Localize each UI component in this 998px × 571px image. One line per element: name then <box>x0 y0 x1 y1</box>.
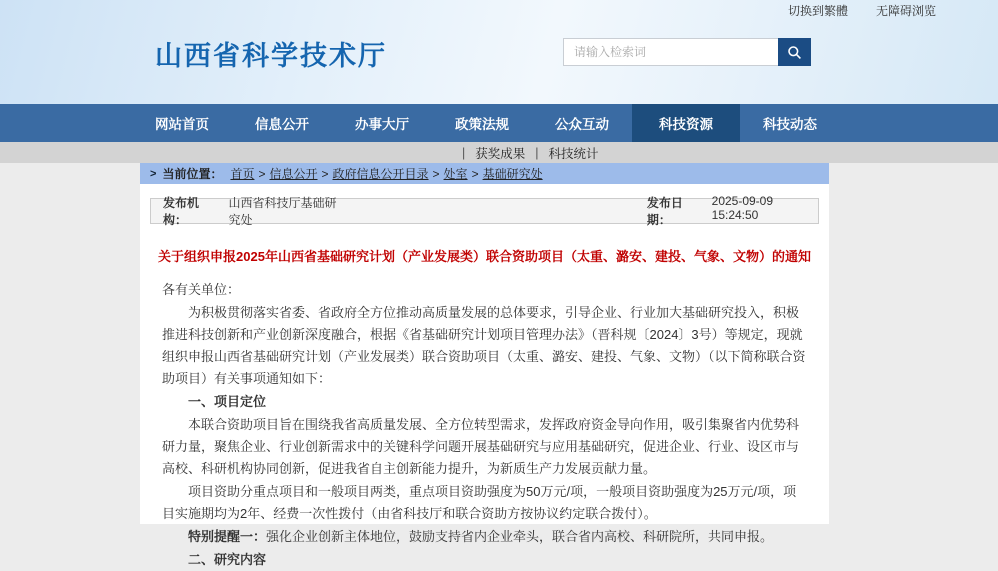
article-section-heading-2: 二、研究内容 <box>188 552 267 567</box>
article-special-note <box>162 526 807 548</box>
article-meta-bar <box>150 194 819 227</box>
nav-item-home[interactable]: 网站首页 <box>155 117 209 132</box>
content-panel <box>140 163 829 567</box>
breadcrumb-link-basic-research-division[interactable]: 基础研究处 <box>482 167 543 181</box>
nav-item-info-disclosure[interactable]: 信息公开 <box>255 117 309 132</box>
main-area <box>0 163 998 567</box>
search-button[interactable] <box>778 38 811 66</box>
utility-links <box>788 2 936 19</box>
nav-item-public-interaction[interactable]: 公众互动 <box>555 117 609 132</box>
breadcrumb-prefix: 当前位置： <box>162 167 223 181</box>
nav-item-tech-resources[interactable]: 科技资源 <box>632 104 740 142</box>
accessibility-link[interactable]: 无障碍浏览 <box>875 4 936 18</box>
nav-item-service-hall[interactable]: 办事大厅 <box>355 117 409 132</box>
site-search <box>563 38 811 66</box>
breadcrumb <box>140 163 829 184</box>
header-banner <box>0 0 998 104</box>
switch-traditional-link[interactable]: 切换到繁體 <box>787 4 848 18</box>
publish-date-value: 2025-09-09 15:24:50 <box>711 194 774 222</box>
subnav-item-awards[interactable]: 获奖成果 <box>475 146 526 161</box>
breadcrumb-link-info-disclosure[interactable]: 信息公开 <box>269 167 318 181</box>
nav-item-policies[interactable]: 政策法规 <box>455 117 509 132</box>
breadcrumb-arrow-icon: > <box>150 167 157 180</box>
article-paragraph: 本联合资助项目旨在围绕我省高质量发展、全方位转型需求，发挥政府资金导向作用，吸引集聚省内优势科研力量，聚焦企业、行业创新需求中的关键科学问题开展基础研究与应用基础研究，促进企业、行业、设区市与高校、科研机构协同创新，促进我省自主创新能力提升，为新质生产力发展贡献力量。 <box>162 417 800 476</box>
main-nav <box>0 104 998 142</box>
article-paragraph: 为积极贯彻落实省委、省政府全方位推动高质量发展的总体要求，引导企业、行业加大基础研究投入，积极推进科技创新和产业创新深度融合，根据《省基础研究计划项目管理办法》（晋科规〔2024〕3号）等规定，现就组织申报山西省基础研究计划（产业发展类）联合资助项目（太重、潞安、建投、气象、文物）（以下简称联合资助项目）有关事项通知如下： <box>162 305 806 386</box>
article-title: 关于组织申报2025年山西省基础研究计划（产业发展类）联合资助项目（太重、潞安、建投、气象、文物）的通知 <box>158 249 811 264</box>
subnav-separator: | <box>462 145 466 160</box>
breadcrumb-separator: > <box>432 166 440 181</box>
subnav-separator: | <box>535 145 539 160</box>
subnav-item-statistics[interactable]: 科技统计 <box>548 146 599 161</box>
special-note-lead: 特别提醒一： <box>188 529 267 544</box>
breadcrumb-link-home[interactable]: 首页 <box>230 167 255 181</box>
breadcrumb-separator: > <box>471 166 479 181</box>
article-body <box>162 279 807 571</box>
search-icon <box>787 45 802 60</box>
nav-item-tech-news[interactable]: 科技动态 <box>763 117 817 132</box>
publish-agency-value: 山西省科技厅基础研究处 <box>228 196 337 227</box>
breadcrumb-separator: > <box>258 166 266 181</box>
breadcrumb-separator: > <box>321 166 329 181</box>
publish-agency-label: 发布机构： <box>163 196 200 227</box>
publish-date-label: 发布日期： <box>646 196 683 227</box>
search-input[interactable] <box>563 38 778 66</box>
article-section-heading-1: 一、项目定位 <box>188 394 267 409</box>
breadcrumb-link-departments[interactable]: 处室 <box>443 167 468 181</box>
sub-nav <box>0 142 998 163</box>
article-paragraph: 项目资助分重点项目和一般项目两类，重点项目资助强度为50万元/项，一般项目资助强度为25万元/项，项目实施期均为2年、经费一次性拨付（由省科技厅和联合资助方按协议约定联合拨付）。 <box>162 484 797 521</box>
site-title: 山西省科学技术厅 <box>155 41 387 71</box>
breadcrumb-link-gov-info-catalog[interactable]: 政府信息公开目录 <box>332 167 429 181</box>
article-salutation: 各有关单位： <box>162 282 241 297</box>
special-note-text: 强化企业创新主体地位，鼓励支持省内企业牵头，联合省内高校、科研院所，共同申报。 <box>266 529 774 544</box>
